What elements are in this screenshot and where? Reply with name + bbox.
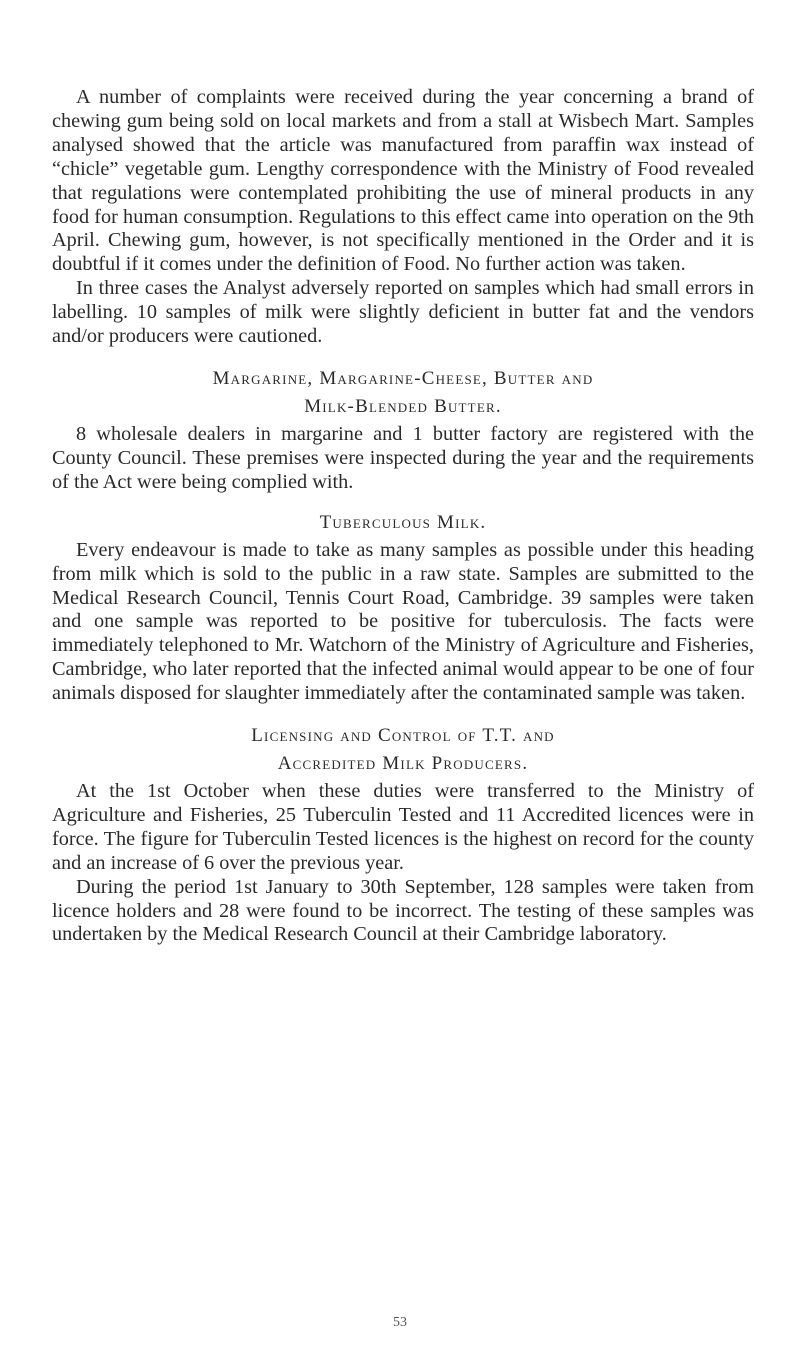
heading-margarine-line2: Milk-Blended Butter. <box>304 395 502 417</box>
page-number: 53 <box>393 1315 407 1330</box>
paragraph-analyst-reports: In three cases the Analyst adversely reported on samples which had small errors in labelling. 10 samples of milk were slightly deficient in butter fat and the vendors and/or producers were cautioned. <box>52 277 754 348</box>
heading-margarine-line1: Margarine, Margarine-Cheese, Butter and <box>212 367 594 389</box>
heading-licensing-line2: Accredited Milk Producers. <box>277 753 529 775</box>
document-page <box>52 86 754 947</box>
paragraph-tuberculous-milk: Every endeavour is made to take as many samples as possible under this heading from milk which is sold to the public in a raw state. Samples are submitted to the Medical Research Council, Tennis Court Road, Cambridge. 39 samples were taken and one sample was reported to be positive for tuberculosis. The facts were immediately telephoned to Mr. Watchorn of the Ministry of Agriculture and Fisheries, Cambridge, who later reported that the infected animal would appear to be one of four animals disposed for slaughter immediately after the contaminated sample was taken. <box>52 538 754 705</box>
paragraph-licences-in-force: At the 1st October when these duties were transferred to the Ministry of Agriculture and Fisheries, 25 Tuberculin Tested and 11 Accredited licences were in force. The figure for Tuberculin Tested licences is the highest on record for the county and an increase of 6 over the previous year. <box>52 780 754 874</box>
heading-licensing-line1: Licensing and Control of T.T. and <box>251 725 555 747</box>
heading-tuberculous-milk: Tuberculous Milk. <box>319 511 487 533</box>
paragraph-chewing-gum: A number of complaints were received during the year concerning a brand of chewing gum being sold on local markets and from a stall at Wisbech Mart. Samples analysed showed that the article was manufactured from paraffin wax instead of “chicle” vegetable gum. Lengthy correspondence with the Ministry of Food revealed that regulations were contemplated prohibiting the use of mineral products in any food for human consumption. Regulations to this effect came into operation on the 9th April. Chewing gum, however, is not specifically mentioned in the Order and it is doubtful if it comes under the definition of Food. No further action was taken. <box>52 86 754 276</box>
paragraph-margarine: 8 wholesale dealers in margarine and 1 butter factory are registered with the County Council. These premises were inspected during the year and the requirements of the Act were being complied with. <box>52 422 754 493</box>
paragraph-licence-samples: During the period 1st January to 30th September, 128 samples were taken from licence holders and 28 were found to be incorrect. The testing of these samples was undertaken by the Medical Research Council at their Cambridge laboratory. <box>52 875 754 946</box>
